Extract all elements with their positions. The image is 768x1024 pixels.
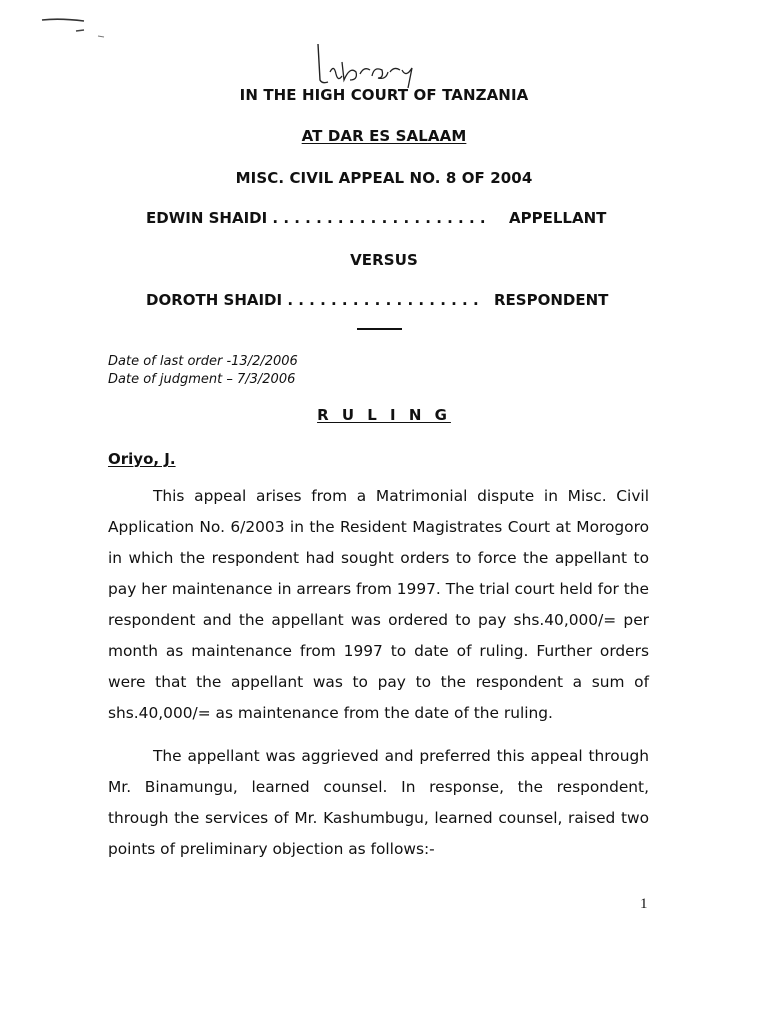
appellant-role: APPELLANT: [509, 209, 607, 227]
versus-label: VERSUS: [350, 251, 418, 269]
date-last-order: Date of last order -13/2/2006: [108, 354, 298, 369]
court-title: IN THE HIGH COURT OF TANZANIA: [239, 86, 529, 104]
respondent-role: RESPONDENT: [494, 291, 609, 309]
dates-block: [108, 353, 298, 389]
paragraph-1: This appeal arises from a Matrimonial dispute in Misc. Civil Application No. 6/2003 in the Resident Magistrates Court at Morogoro in which the respondent had sought orders to force the appellant to pay her maintenance in arrears from 1997. The trial court held for the respondent and the appellant was ordered to pay shs.40,000/= per month as maintenance from 1997 to date of ruling. Further orders were that the appellant was to pay to the respondent a sum of shs.40,000/= as maintenance from the date of the ruling.: [108, 487, 649, 722]
paragraph-2: The appellant was aggrieved and preferred this appeal through Mr. Binamungu, learned counsel. In response, the respondent, through the services of Mr. Kashumbugu, learned counsel, raised two points of preliminary objection as follows:-: [108, 747, 649, 858]
scan-artifact-marks: [40, 14, 120, 44]
page-number: 1: [640, 896, 648, 912]
ruling-heading: R U L I N G: [317, 406, 451, 424]
handwritten-library-note: [312, 42, 432, 90]
case-number: MISC. CIVIL APPEAL NO. 8 OF 2004: [235, 169, 533, 187]
court-location-line: [0, 127, 768, 145]
ruling-heading-line: [0, 406, 768, 424]
date-judgment: Date of judgment – 7/3/2006: [108, 372, 296, 387]
respondent-name: DOROTH SHAIDI . . . . . . . . . . . . . . . . . .: [146, 291, 479, 309]
court-location: AT DAR ES SALAAM: [301, 127, 467, 145]
judge-name: Oriyo, J.: [108, 450, 176, 468]
separator-rule: [357, 328, 402, 330]
appellant-name: EDWIN SHAIDI . . . . . . . . . . . . . . . . . . . .: [146, 209, 486, 227]
